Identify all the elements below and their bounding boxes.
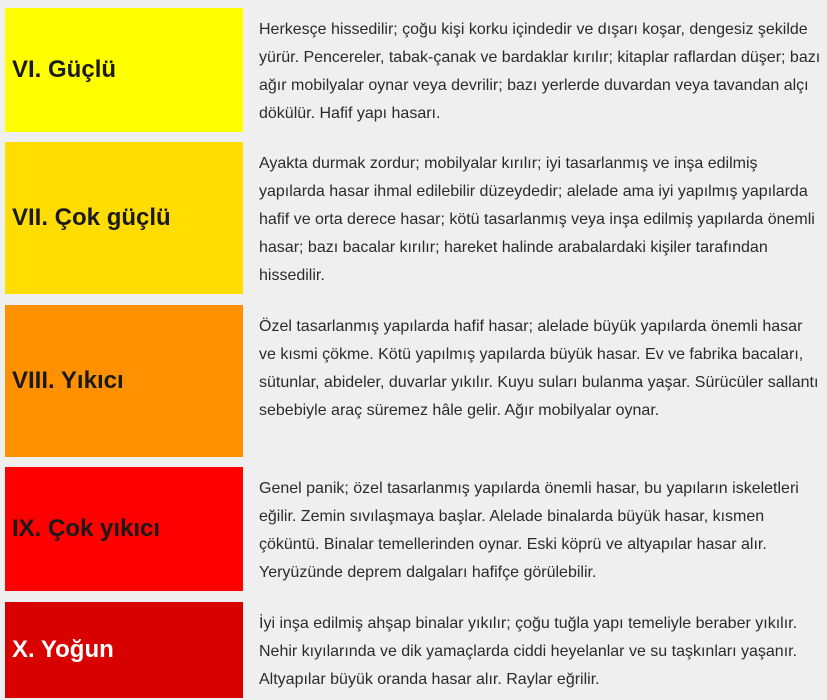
intensity-level-cell (5, 467, 243, 591)
intensity-description-cell (259, 142, 823, 294)
intensity-description: İyi inşa edilmiş ahşap binalar yıkılır; çoğu tuğla yapı temeliyle beraber yıkılır. Nehir kıyılarında ve dik yamaçlarda ciddi heyelanlar ve su taşkınları yaşanır. Altyapılar büyük oranda hasar alır. Raylar eğrilir. (259, 615, 798, 688)
table-row (0, 8, 827, 132)
intensity-description: Ayakta durmak zordur; mobilyalar kırılır; iyi tasarlanmış ve inşa edilmiş yapılarda hasar ihmal edilebilir düzeydedir; alelade ama iyi yapılmış yapılarda hafif ve orta derece hasar; kötü tasarlanmış veya inşa edilmiş yapılarda önemli hasar; bazı bacalar kırılır; hareket halinde arabalardaki kişiler tarafından hissedilir. (259, 155, 815, 284)
table-row (0, 467, 827, 591)
intensity-description-cell (259, 602, 823, 698)
intensity-level-label: VIII. Yıkıcı (12, 367, 124, 394)
intensity-level-label: X. Yoğun (12, 636, 114, 663)
intensity-level-label: VI. Güçlü (12, 56, 117, 83)
intensity-description-cell (259, 467, 823, 591)
intensity-level-cell (5, 8, 243, 132)
intensity-level-label: VII. Çok güçlü (12, 204, 171, 231)
intensity-description-cell (259, 8, 823, 132)
intensity-level-label: IX. Çok yıkıcı (12, 515, 161, 542)
intensity-level-cell (5, 305, 243, 457)
intensity-level-cell (5, 602, 243, 698)
table-row (0, 142, 827, 294)
intensity-description: Genel panik; özel tasarlanmış yapılarda önemli hasar, bu yapıların iskeletleri eğilir. Zemin sıvılaşmaya başlar. Alelade binalarda büyük hasar, kısmen çöküntü. Binalar temellerinden oynar. Eski köprü ve altyapılar hasar alır. Yeryüzünde deprem dalgaları hafifçe görülebilir. (259, 480, 799, 581)
table-row (0, 305, 827, 457)
intensity-description: Herkesçe hissedilir; çoğu kişi korku içindedir ve dışarı koşar, dengesiz şekilde yürür. Pencereler, tabak-çanak ve bardaklar kırılır; kitaplar raflardan düşer; bazı ağır mobilyalar oynar veya devrilir; bazı yerlerde duvardan veya tavandan alçı dökülür. Hafif yapı hasarı. (259, 21, 821, 122)
intensity-description-cell (259, 305, 823, 457)
table-row (0, 602, 827, 698)
intensity-description: Özel tasarlanmış yapılarda hafif hasar; alelade büyük yapılarda önemli hasar ve kısmi çökme. Kötü yapılmış yapılarda büyük hasar. Ev ve fabrika bacaları, sütunlar, abideler, duvarlar yıkılır. Kuyu suları bulanma yaşar. Sürücüler sallantı sebebiyle araç süremez hâle gelir. Ağır mobilyalar oynar. (259, 318, 819, 419)
intensity-level-cell (5, 142, 243, 294)
